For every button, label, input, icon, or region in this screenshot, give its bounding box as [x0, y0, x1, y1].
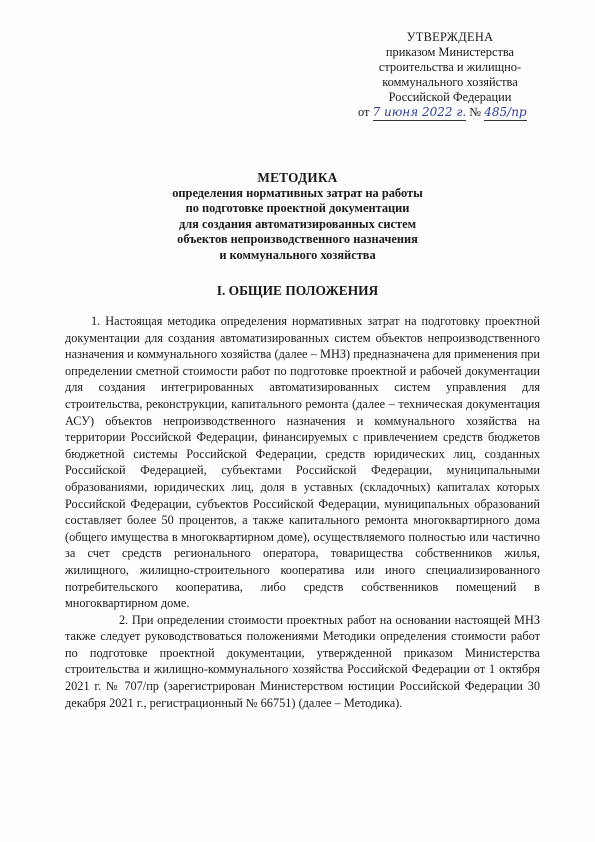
title-heading: МЕТОДИКА [257, 170, 338, 185]
approval-line: коммунального хозяйства [382, 75, 518, 89]
title-line: объектов непроизводственного назначения [177, 232, 418, 246]
title-line: определения нормативных затрат на работы [172, 185, 423, 200]
title-line: для создания автоматизированных систем [178, 216, 417, 231]
document-body [65, 313, 540, 711]
approval-date-line [340, 105, 560, 121]
document-title [110, 170, 485, 263]
date-prefix: от [358, 105, 370, 119]
section-title: I. ОБЩИЕ ПОЛОЖЕНИЯ [216, 283, 379, 298]
handwritten-date: 7 июня 2022 г. [372, 105, 467, 119]
approval-line: приказом Министерства [385, 45, 515, 59]
number-prefix: № [469, 105, 482, 119]
approval-line: строительства и жилищно- [378, 60, 522, 74]
approval-stamp [340, 30, 560, 121]
title-line: по подготовке проектной документации [185, 201, 410, 215]
title-line: и коммунального хозяйства [219, 247, 376, 262]
approval-line: Российской Федерации [388, 90, 512, 104]
approval-heading: УТВЕРЖДЕНА [406, 30, 494, 44]
handwritten-number: 485/пр [484, 105, 527, 119]
paragraph: 1. Настоящая методика определения нормативных затрат на подготовку проектной документации для создания автоматизированных систем объектов непроизводственного назначения и коммунального хозяйства (далее – МНЗ) предназначена для применения при определении сметной стоимости работ по подготовке проектной и рабочей документации для создания интегрированных автоматизированных систем управления для строительства, реконструкции, капитального ремонта (далее – техническая документация АСУ) объектов непроизводственного назначения и коммунального хозяйства на территории Российской Федерации, финансируемых с привлечением средств бюджетов бюджетной системы Российской Федерации, средств юридических лиц, созданных Российской Федерацией, субъектами Российской Федерации, муниципальными образованиями, юридических лиц, доля в уставных (складочных) капиталах которых Российской Федерации, субъектов Российской Федерации, муниципальных образований составляет более 50 процентов, а также капитального ремонта многоквартирного дома (общего имущества в многоквартирном доме), осуществляемого полностью или частично за счет средств регионального оператора, товарищества собственников жилья, жилищного, жилищно-строительного кооператива или иного специализированного потребительского кооператива, либо средств собственников помещений в многоквартирном доме. [65, 314, 540, 611]
paragraph: 2. При определении стоимости проектных работ на основании настоящей МНЗ также следует руководствоваться положениями Методики определения стоимости работ по подготовке проектной документации, утвержденной приказом Министерства строительства и жилищно-коммунального хозяйства Российской Федерации от 1 октября 2021 г. № 707/пр (зарегистрирован Министерством юстиции Российской Федерации 30 декабря 2021 г., регистрационный № 66751) (далее – Методика). [65, 612, 540, 710]
